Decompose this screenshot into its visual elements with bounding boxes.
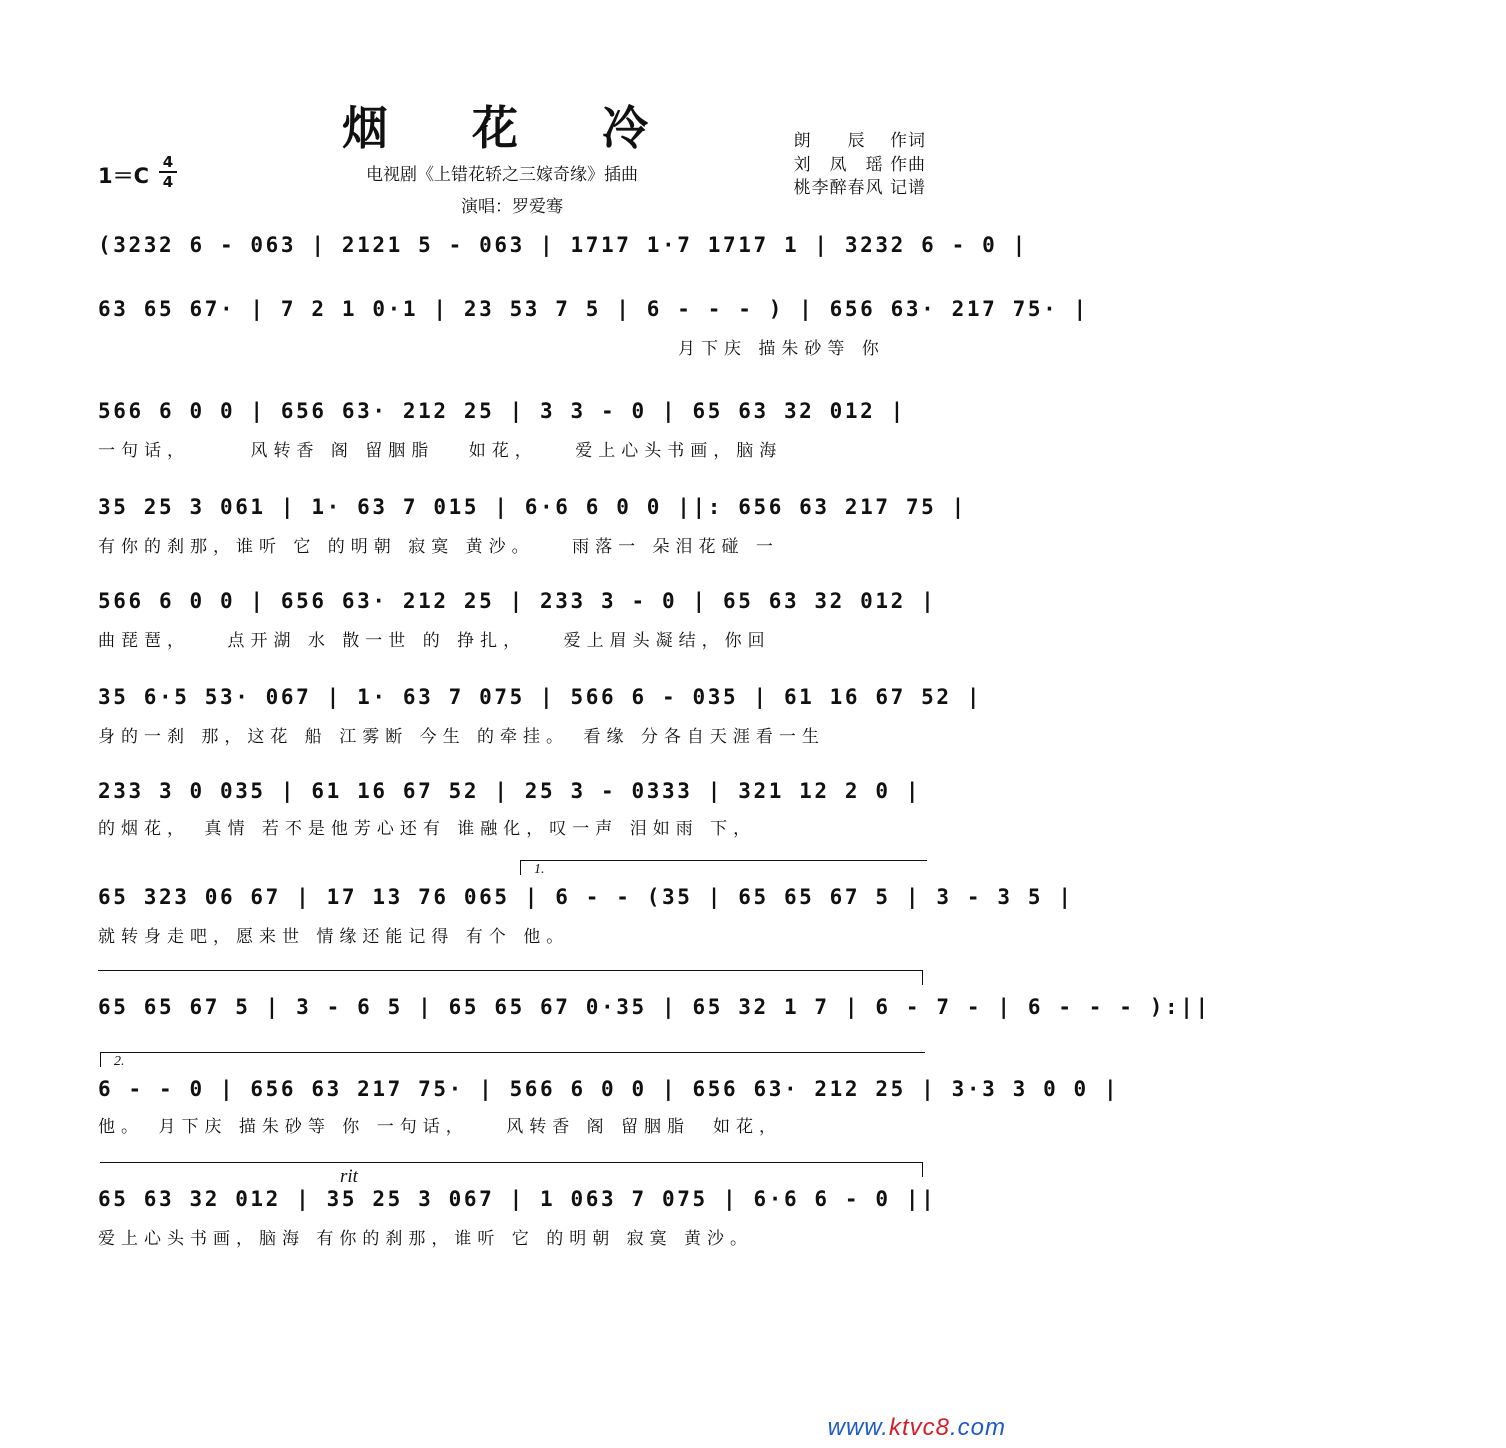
lyrics-line-4: 有你的刹那，谁听 它 的明朝 寂寞 黄沙。 雨落一 朵泪花碰 一 [98,537,779,557]
credit-name: 朗 辰 [793,131,866,151]
time-sig-top: 4 [162,153,174,171]
lyrics-line-6: 身的一刹 那，这花 船 江雾断 今生 的牵挂。 看缘 分各自天涯看一生 [98,727,825,747]
song-title: 烟 花 冷 [341,101,683,155]
notation: 65 323 06 67 | 17 13 76 065 | 6 - - (35 | 65 65 67 5 | 3 - 3 5 | [98,885,1074,909]
credit-name: 刘 凤 瑶 [793,155,884,175]
singer: 演唱：罗爱骞 [461,197,563,217]
lyrics-line-2: 月下庆 描朱砂等 你 [678,339,885,359]
notation: (3232 6 - 063 | 2121 5 - 063 | 1717 1·7 1717 1 | 3232 6 - 0 | [98,233,1028,257]
notation: 63 65 67· | 7 2 1 0·1 | 23 53 7 5 | 6 - - - ) | 656 63· 217 75· | [98,297,1089,321]
credit-name: 桃李醉春风 [793,178,884,198]
lyrics-line-11: 爱上心头书画，脑海 有你的刹那，谁听 它 的明朝 寂寞 黄沙。 [98,1229,754,1249]
credit-composer [794,150,926,175]
ritardando-marking: rit [340,1166,358,1187]
credit-transcriber [794,173,926,198]
lyrics-line-8: 就转身走吧，愿来世 情缘还能记得 有个 他。 [98,927,570,947]
volta-number-2: 2. [114,1054,125,1069]
notation: 65 65 67 5 | 3 - 6 5 | 65 65 67 0·35 | 65 32 1 7 | 6 - 7 - | 6 - - - ):|| [98,995,1211,1019]
notation: 65 63 32 012 | 35 25 3 067 | 1 063 7 075 | 6·6 6 - 0 || [98,1187,937,1211]
key-signature: 1＝C [98,164,150,188]
watermark-suffix: .com [949,1414,1006,1441]
notation: 566 6 0 0 | 656 63· 212 25 | 233 3 - 0 | 65 63 32 012 | [98,589,937,613]
time-sig-bottom: 4 [162,173,174,191]
notation: 35 25 3 061 | 1· 63 7 015 | 6·6 6 0 0 ||: 656 63 217 75 | [98,495,967,519]
notation: 566 6 0 0 | 656 63· 212 25 | 3 3 - 0 | 65 63 32 012 | [98,399,906,423]
credit-role: 记谱 [890,178,926,198]
lyrics-line-5: 曲琵琶， 点开湖 水 散一世 的 挣扎， 爱上眉头凝结，你回 [98,631,771,651]
watermark-prefix: www. [827,1414,889,1441]
watermark-brand: ktvc8 [888,1414,950,1441]
volta-bracket-2 [100,1052,925,1067]
subtitle: 电视剧《上错花轿之三嫁奇缘》插曲 [366,165,638,185]
score-line-9 [98,992,1211,1040]
watermark [828,1414,1006,1442]
credit-role: 作词 [890,131,926,151]
credit-lyricist [794,126,926,151]
lyrics-line-3: 一句话， 风转香 阁 留胭脂 如花， 爱上心头书画，脑海 [98,441,783,461]
notation: 35 6·5 53· 067 | 1· 63 7 075 | 566 6 - 035 | 61 16 67 52 | [98,685,983,709]
lyrics-line-7: 的烟花， 真情 若不是他芳心还有 谁融化，叹一声 泪如雨 下， [98,819,757,839]
volta-bracket-1 [520,860,927,875]
notation: 6 - - 0 | 656 63 217 75· | 566 6 0 0 | 656 63· 212 25 | 3·3 3 0 0 | [98,1077,1120,1101]
credit-role: 作曲 [890,155,926,175]
volta-bracket-2-continued [100,1162,923,1177]
notation: 233 3 0 035 | 61 16 67 52 | 25 3 - 0333 | 321 12 2 0 | [98,779,922,803]
volta-bracket-1-continued [98,970,923,985]
volta-number-1: 1. [534,862,545,877]
lyrics-line-10: 他。 月下庆 描朱砂等 你 一句话， 风转香 阁 留胭脂 如花， [98,1117,783,1137]
score-line-1 [98,230,1028,278]
